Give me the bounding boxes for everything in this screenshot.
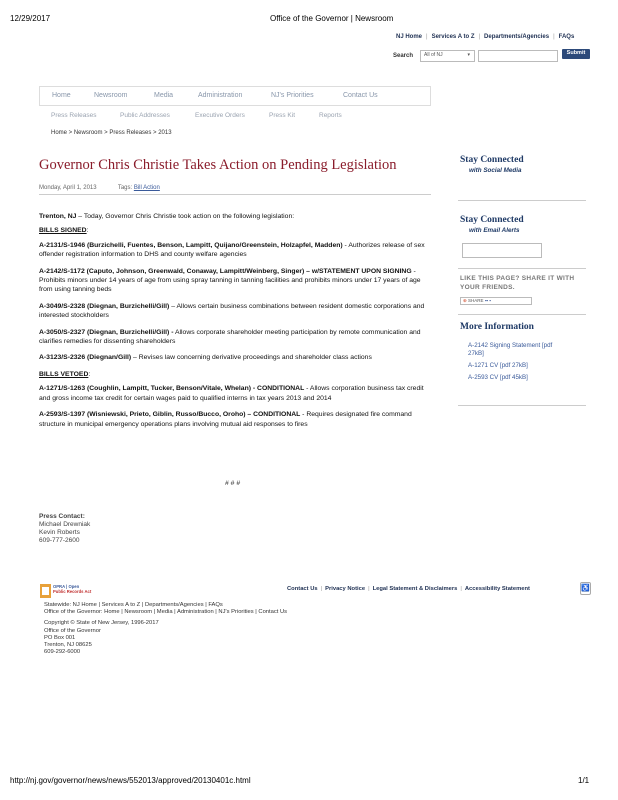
opra-line-2: Public Records Act (53, 589, 92, 594)
contact-heading: Press Contact: (39, 513, 85, 520)
bill-item (39, 302, 434, 321)
signed-bills-list (39, 241, 434, 363)
bill-description: - Requires designated fire command structure in municipal emergency operations plans involving mutual aid responses to fires (39, 411, 412, 428)
search-scope-select[interactable] (420, 50, 475, 62)
link-a1271-cv[interactable]: A-1271 CV [pdf 27kB] (468, 362, 528, 369)
tags-label: Tags: (117, 185, 133, 191)
more-info-links (468, 342, 568, 382)
bill-number-sponsors: A-2131/S-1946 (Burzichelli, Fuentes, Benson, Lampitt, Quijano/Greenstein, Holzapfel, Madden) (39, 241, 343, 249)
bill-item (39, 353, 434, 362)
sidebar-divider-2 (458, 268, 586, 269)
bill-description: - Prohibits minors under 14 years of age from using spray tanning in tanning facilities and prohibits minors under 17 years of age from using tanning beds (39, 267, 421, 294)
bill-item (39, 267, 434, 295)
bill-number-sponsors: A-2142/S-1172 (Caputo, Johnson, Greenwald, Conaway, Lampitt/Weinberg, Singer) – w/STATEMENT UPON SIGNING (39, 267, 412, 275)
footer-link-contact[interactable]: Contact Us (287, 586, 318, 592)
address-line-2: PO Box 001 (44, 634, 76, 641)
divider (39, 194, 431, 195)
chevron-down-icon: ▾ (467, 52, 470, 58)
bill-number-sponsors: A-2593/S-1397 (Wisniewski, Prieto, Giblin, Russo/Bucco, Oroho) – CONDITIONAL (39, 411, 301, 419)
subnav-reports[interactable]: Reports (319, 112, 342, 119)
top-link-faqs[interactable]: FAQs (558, 34, 575, 40)
bill-description: - Authorizes release of sex offender registration information to DHS and county welfare agencies (39, 241, 425, 259)
share-label: SHARE (468, 298, 484, 303)
top-link-departments[interactable]: Departments/Agencies (484, 34, 550, 40)
sidebar-divider-1 (458, 200, 586, 201)
dateline: Trenton, NJ (39, 213, 77, 220)
link-a2142-signing-statement[interactable]: A-2142 Signing Statement [pdf 27kB] (468, 342, 553, 357)
social-icons: ▪▪ ▪ (484, 298, 491, 303)
intro-paragraph (39, 212, 434, 221)
footer-links: Contact Us | Privacy Notice | Legal Statement & Disclaimers | Accessibility Statement (287, 586, 530, 592)
bill-item (39, 384, 434, 403)
nav-contact[interactable]: Contact Us (343, 92, 378, 99)
address-line-1: Office of the Governor (44, 627, 101, 634)
search-input[interactable] (478, 50, 558, 62)
email-alert-input[interactable] (462, 243, 542, 258)
opra-text (53, 584, 91, 594)
bill-description: Allows corporate shareholder meeting participation by remote communication and clarifies remedies for dissenting shareholders (39, 328, 421, 346)
link-a2593-cv[interactable]: A-2593 CV [pdf 45kB] (468, 374, 528, 381)
vetoed-heading: BILLS VETOED (39, 370, 89, 378)
bill-number-sponsors: A-3123/S-2326 (Diegnan/Gill) (39, 354, 132, 362)
main-nav (39, 86, 431, 106)
article-meta (39, 185, 160, 191)
search-label: Search (393, 53, 414, 59)
signed-heading: BILLS SIGNED (39, 227, 87, 235)
statewide-links[interactable]: Statewide: NJ Home | Services A to Z | Departments/Agencies | FAQs (44, 602, 223, 608)
nav-media[interactable]: Media (154, 92, 174, 99)
contact-name-1: Michael Drewniak (39, 521, 91, 528)
subnav-public-addresses[interactable]: Public Addresses (120, 112, 170, 119)
bill-number-sponsors: A-3049/S-2328 (Diegnan, Burzichelli/Gill) (39, 302, 170, 310)
share-prompt: LIKE THIS PAGE? SHARE IT WITH YOUR FRIENDS. (460, 275, 575, 291)
breadcrumb[interactable]: Home > Newsroom > Press Releases > 2013 (51, 130, 172, 136)
top-link-nj-home[interactable]: NJ Home (396, 34, 423, 40)
footer-meta (44, 602, 287, 656)
subnav-executive-orders[interactable]: Executive Orders (195, 112, 245, 119)
office-links[interactable]: Office of the Governor: Home | Newsroom | Media | Administration | NJ's Priorities | Contact Us (44, 609, 288, 616)
share-button[interactable] (460, 297, 532, 305)
bill-number-sponsors: A-3050/S-2327 (Diegnan, Burzichelli/Gill) - (39, 328, 174, 336)
more-info-heading: More Information (460, 322, 534, 332)
bill-description: – Revises law concerning derivative proceedings and shareholder class actions (131, 354, 372, 362)
bill-number-sponsors: A-1271/S-1263 (Coughlin, Lampitt, Tucker, Benson/Vitale, Whelan) - CONDITIONAL (39, 385, 305, 393)
top-links: NJ Home | Services A to Z | Departments/Agencies | FAQs (396, 34, 575, 40)
contact-name-2: Kevin Roberts (39, 529, 80, 536)
opra-logo[interactable] (40, 582, 92, 600)
sub-nav (39, 112, 431, 122)
intro-text: – Today, Governor Chris Christie took action on the following legislation: (76, 213, 295, 220)
sidebar-divider-3 (458, 314, 586, 315)
print-url: http://nj.gov/governor/news/news/552013/approved/20130401c.html (10, 776, 251, 785)
article-date: Monday, April 1, 2013 (39, 185, 97, 191)
share-icon: ⊕ (463, 298, 467, 303)
copyright: Copyright © State of New Jersey, 1996-2017 (44, 620, 159, 627)
email-heading: Stay Connected (460, 215, 524, 225)
bill-description: - Allows corporation business tax credit and gross income tax credit for certain wages paid to qualified interns in tax years 2013 and 2014 (39, 385, 424, 402)
nav-priorities[interactable]: NJ's Priorities (271, 92, 314, 99)
tag-bill-action[interactable]: Bill Action (133, 185, 160, 191)
vetoed-heading-row: BILLS VETOED: (39, 370, 91, 378)
end-mark: # # # (225, 480, 241, 487)
subnav-press-kit[interactable]: Press Kit (269, 112, 296, 119)
nav-newsroom[interactable]: Newsroom (94, 92, 128, 99)
social-heading: Stay Connected (460, 155, 524, 165)
print-page-number: 1/1 (578, 776, 590, 785)
search-submit-button[interactable]: Submit (562, 49, 590, 59)
address-line-3: Trenton, NJ 08625 (44, 642, 92, 649)
search-scope-value: All of NJ (424, 52, 443, 58)
contact-phone: 609-777-2600 (39, 537, 80, 544)
bill-item (39, 328, 434, 347)
accessibility-icon[interactable]: ♿ (580, 582, 591, 595)
nav-administration[interactable]: Administration (198, 92, 243, 99)
sidebar-divider-4 (458, 405, 586, 406)
footer-link-legal[interactable]: Legal Statement & Disclaimers (372, 586, 458, 592)
article-body (39, 212, 434, 436)
press-contact (39, 513, 90, 545)
top-link-services[interactable]: Services A to Z (431, 34, 475, 40)
page-title: Governor Chris Christie Takes Action on Pending Legislation (39, 157, 397, 173)
nav-home[interactable]: Home (52, 92, 71, 99)
subnav-press-releases[interactable]: Press Releases (51, 112, 97, 119)
bill-item (39, 410, 434, 429)
bill-description: – Allows certain business combinations between resident domestic corporations and interested stockholders (39, 302, 425, 320)
opra-line-1: OPRA | Open (53, 584, 80, 589)
print-date: 12/29/2017 (10, 14, 51, 23)
social-subheading[interactable]: with Social Media (469, 167, 522, 174)
email-subheading: with Email Alerts (469, 227, 520, 234)
print-page-title: Office of the Governor | Newsroom (270, 14, 394, 23)
footer-link-accessibility[interactable]: Accessibility Statement (464, 586, 530, 592)
address-phone: 609-292-6000 (44, 649, 81, 656)
footer-link-privacy[interactable]: Privacy Notice (325, 586, 366, 592)
bill-item (39, 241, 434, 260)
vetoed-bills-list (39, 384, 434, 429)
signed-heading-row: BILLS SIGNED: (39, 227, 89, 235)
